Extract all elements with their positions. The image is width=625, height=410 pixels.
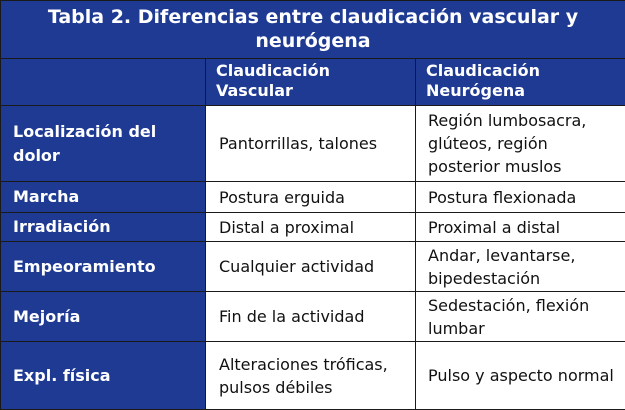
vascular-cell: Fin de la actividad [206,292,416,342]
row-label: Expl. física [1,342,206,410]
table-row [1,292,625,342]
row-label: Localización del dolor [1,106,206,182]
neurogena-cell: Proximal a distal [416,213,625,242]
header-empty-cell [1,59,206,106]
row-label: Marcha [1,182,206,213]
vascular-cell: Postura erguida [206,182,416,213]
table-row [1,213,625,242]
vascular-cell: Distal a proximal [206,213,416,242]
table-row [1,182,625,213]
row-label: Irradiación [1,213,206,242]
title-row [1,1,625,59]
table-title: Tabla 2. Diferencias entre claudicación vascular y neurógena [1,1,625,59]
header-row [1,59,625,106]
table-row [1,242,625,292]
neurogena-cell: Postura flexionada [416,182,625,213]
table-row [1,106,625,182]
vascular-cell: Cualquier actividad [206,242,416,292]
vascular-cell: Alteraciones tróficas, pulsos débiles [206,342,416,410]
table-row [1,342,625,410]
row-label: Empeoramiento [1,242,206,292]
neurogena-cell: Sedestación, flexión lumbar [416,292,625,342]
vascular-cell: Pantorrillas, talones [206,106,416,182]
header-vascular: Claudicación Vascular [206,59,416,106]
row-label: Mejoría [1,292,206,342]
header-neurogena: Claudicación Neurógena [416,59,625,106]
neurogena-cell: Pulso y aspecto normal [416,342,625,410]
neurogena-cell: Región lumbosacra, glúteos, región posterior muslos [416,106,625,182]
neurogena-cell: Andar, levantarse, bipedestación [416,242,625,292]
